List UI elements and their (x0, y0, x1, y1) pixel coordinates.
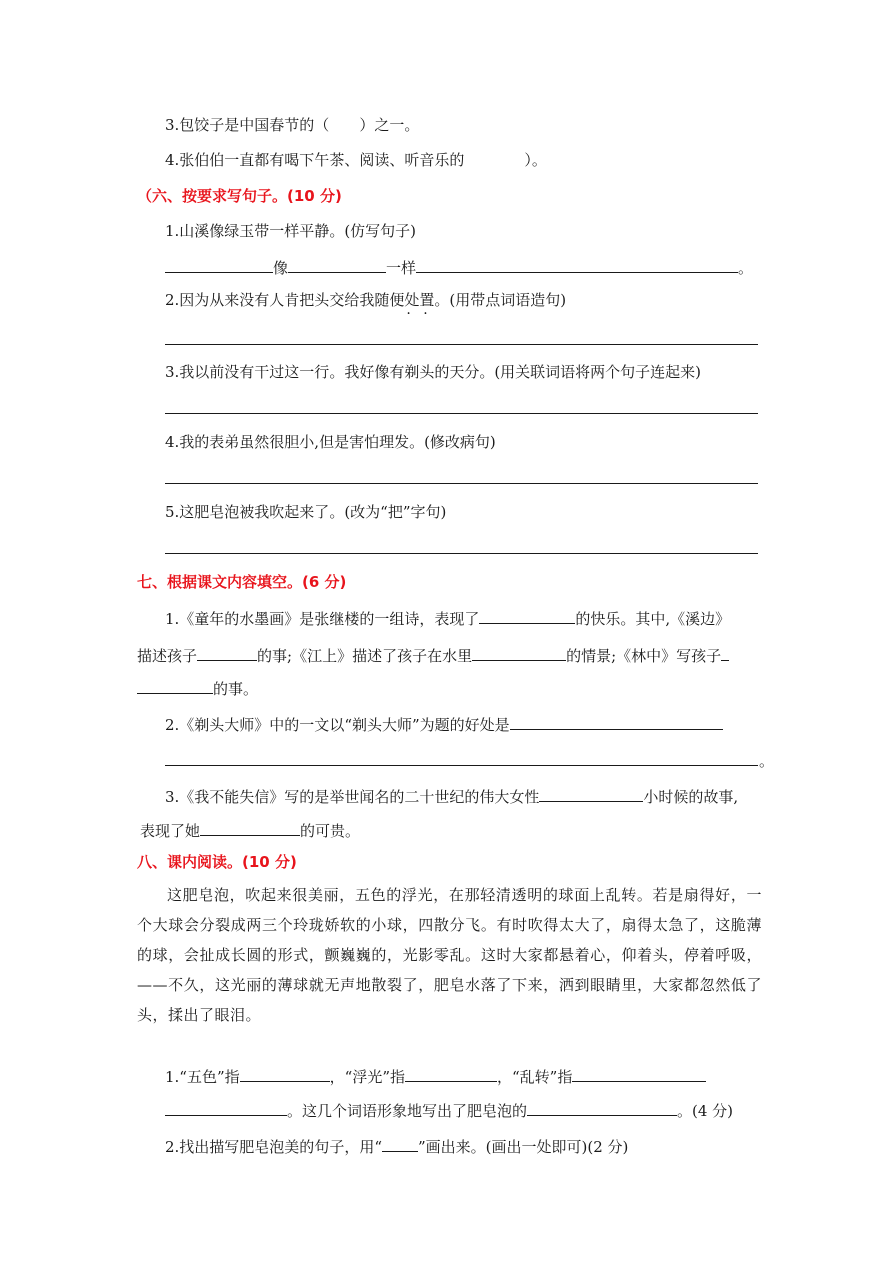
s6-q2: 2.因为从来没有人肯把头交给我随便处置 · ·。(用带点词语造句) (165, 290, 566, 310)
s7-q1-blank-4a[interactable] (721, 644, 729, 661)
s7-q1-line2: 描述孩子 的事;《江上》描述了孩子在水里 的情景;《林中》写孩子 (137, 644, 729, 666)
q5-item4: 4.张伯伯一直都有喝下午茶、阅读、听音乐的 ）。 (165, 151, 547, 169)
section-7-title: 七、根据课文内容填空。(6 分) (137, 573, 347, 591)
s6-q1: 1.山溪像绿玉带一样平静。(仿写句子) (165, 222, 417, 240)
s6-q1-blank-2[interactable] (288, 256, 386, 273)
s6-q1-blank-3[interactable] (416, 256, 738, 273)
s7-q2: 2.《剃头大师》中的一文以“剃头大师”为题的好处是 (165, 713, 723, 735)
s7-q1-blank-4b[interactable] (137, 677, 213, 694)
s7-q3-blank-1[interactable] (539, 785, 643, 802)
s6-q3: 3.我以前没有干过这一行。我好像有剃头的天分。(用关联词语将两个句子连起来) (165, 363, 702, 381)
s7-q1-line1: 1.《童年的水墨画》是张继楼的一组诗，表现了 的快乐。其中,《溪边》 (165, 607, 730, 629)
s7-q3-line1: 3.《我不能失信》写的是举世闻名的二十世纪的伟大女性 小时候的故事, (165, 785, 738, 807)
section-6-title: （六、按要求写句子。(10 分) (137, 187, 342, 205)
s7-q1-line3: 的事。 (137, 677, 258, 699)
s8-q1-blank-3b[interactable] (165, 1099, 287, 1116)
s8-q1-blank-1[interactable] (240, 1065, 330, 1082)
s6-q2-dotted-word: 处置 · · (404, 291, 434, 309)
s7-q2-end: 。 (759, 752, 775, 770)
s6-q1-fill: 像 一样 。 (165, 256, 753, 278)
s8-q1-blank-2[interactable] (405, 1065, 497, 1082)
s6-q1-blank-1[interactable] (165, 256, 273, 273)
s6-q5: 5.这肥皂泡被我吹起来了。(改为“把”字句) (165, 503, 447, 521)
s8-q2: 2.找出描写肥皂泡美的句子，用“ ”画出来。(画出一处即可)(2 分) (165, 1135, 628, 1157)
q5-item3: 3.包饺子是中国春节的（ ）之一。 (165, 116, 420, 134)
s7-q1-blank-2[interactable] (197, 644, 257, 661)
s7-q2-answer-line[interactable] (165, 765, 758, 766)
s8-q1-line1: 1.“五色”指 ，“浮光”指 ，“乱转”指 (165, 1065, 706, 1087)
s6-q5-answer-line[interactable] (165, 553, 758, 554)
s6-q4-answer-line[interactable] (165, 483, 758, 484)
s8-q1-line2: 。这几个词语形象地写出了肥皂泡的 。(4 分) (165, 1099, 733, 1121)
s7-q1-blank-3[interactable] (472, 644, 566, 661)
section-8-title: 八、课内阅读。(10 分) (137, 853, 297, 871)
s7-q2-blank-1[interactable] (510, 713, 723, 730)
s6-q4: 4.我的表弟虽然很胆小,但是害怕理发。(修改病句) (165, 433, 496, 451)
s8-q1-blank-3[interactable] (572, 1065, 706, 1082)
reading-passage: 这肥皂泡，吹起来很美丽，五色的浮光，在那轻清透明的球面上乱转。若是扇得好，一个大球会分裂成两三个玲珑娇软的小球，四散分飞。有时吹得太大了，扇得太急了，这脆薄的球，会扯成长圆的形式，颤巍巍的，光影零乱。这时大家都悬着心，仰着头，停着呼吸，——不久，这光丽的薄球就无声地散裂了，肥皂水落了下来，洒到眼睛里，大家都忽然低了头，揉出了眼泪。 (137, 886, 762, 1024)
s7-q3-blank-2[interactable] (200, 819, 300, 836)
s7-q1-blank-1[interactable] (479, 607, 575, 624)
s6-q2-answer-line[interactable] (165, 344, 758, 345)
s7-q3-line2: 表现了她 的可贵。 (140, 819, 360, 841)
s8-q2-underline-sample (382, 1135, 418, 1152)
s6-q3-answer-line[interactable] (165, 413, 758, 414)
s8-q1-blank-4[interactable] (527, 1099, 677, 1116)
